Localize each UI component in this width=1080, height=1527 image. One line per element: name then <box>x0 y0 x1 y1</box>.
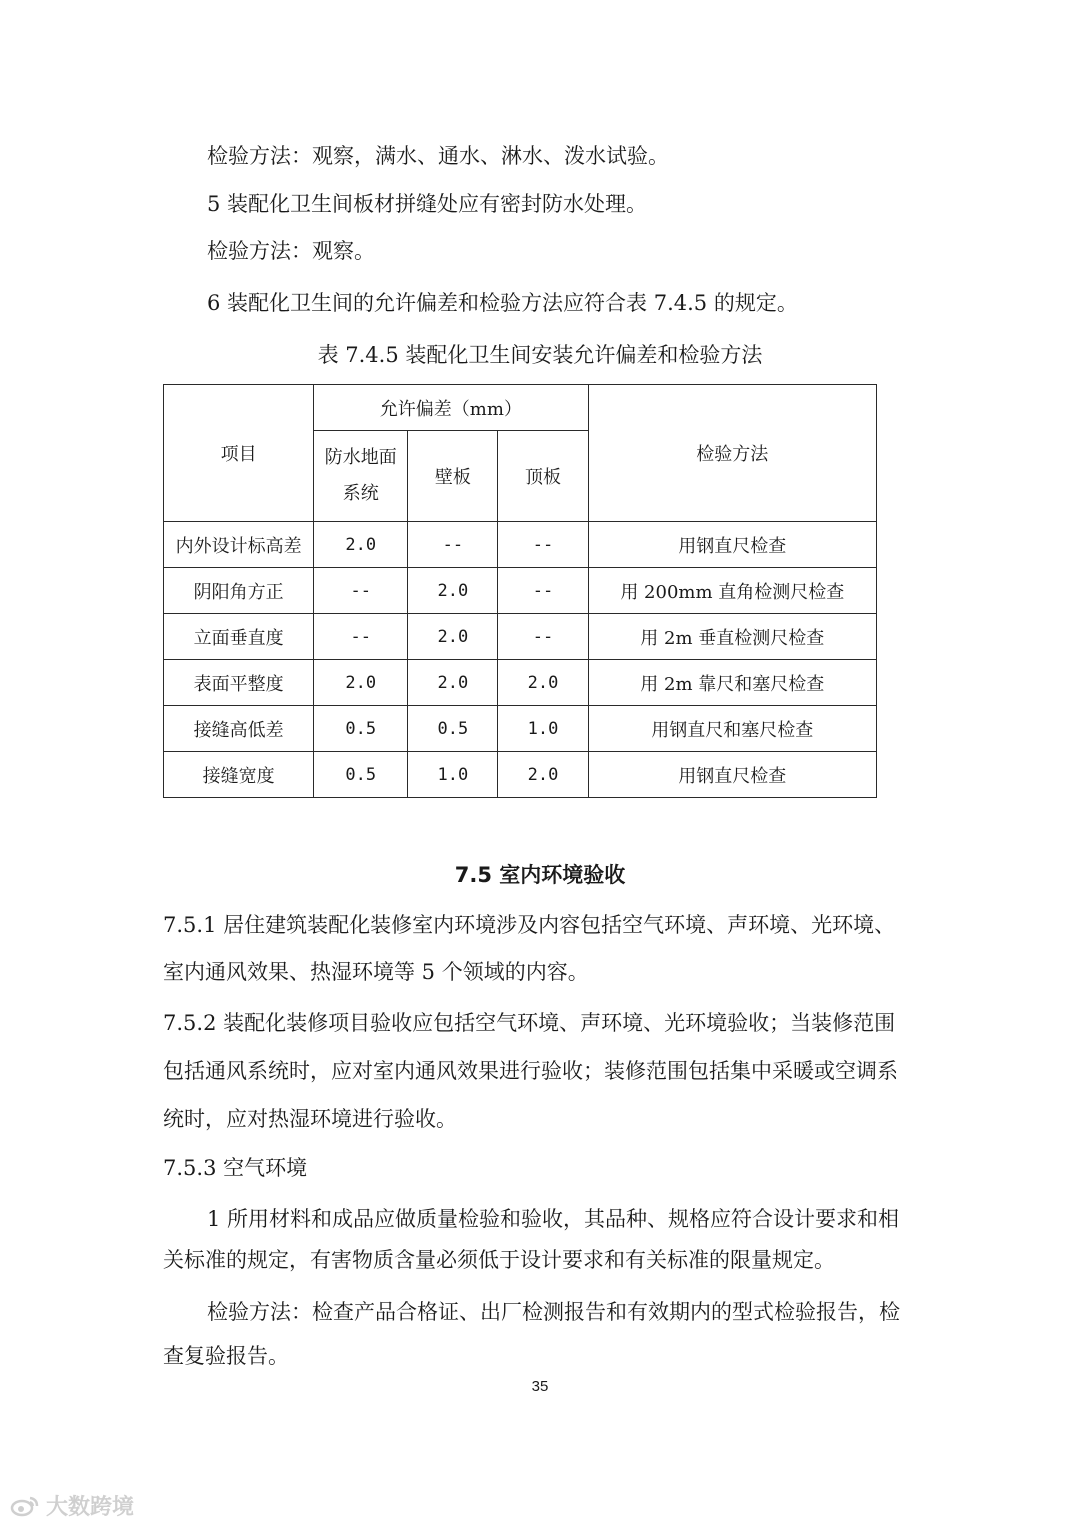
table-row <box>164 706 877 752</box>
row-floor: -- <box>314 568 408 614</box>
row-floor: -- <box>314 614 408 660</box>
watermark <box>10 1490 134 1521</box>
table-row <box>164 522 877 568</box>
paragraph-line: 检验方法：观察。 <box>207 239 375 263</box>
row-wall: 0.5 <box>408 706 498 752</box>
row-floor: 2.0 <box>314 660 408 706</box>
header-item: 项目 <box>164 385 314 522</box>
row-method: 用 2m 垂直检测尺检查 <box>588 614 876 660</box>
row-item: 内外设计标高差 <box>164 522 314 568</box>
table-caption: 表 7.4.5 装配化卫生间安装允许偏差和检验方法 <box>317 343 763 367</box>
row-method: 用 2m 靠尺和塞尺检查 <box>588 660 876 706</box>
table-row <box>164 614 877 660</box>
paragraph-line: 7.5.3 空气环境 <box>163 1156 308 1180</box>
paragraph-line: 关标准的规定，有害物质含量必须低于设计要求和有关标准的限量规定。 <box>163 1248 835 1272</box>
section-heading: 7.5 室内环境验收 <box>454 863 626 887</box>
row-wall: 1.0 <box>408 752 498 798</box>
row-method: 用 200mm 直角检测尺检查 <box>588 568 876 614</box>
paragraph-line: 7.5.2 装配化装修项目验收应包括空气环境、声环境、光环境验收；当装修范围 <box>163 1011 896 1035</box>
row-item: 接缝宽度 <box>164 752 314 798</box>
header-floor-line1: 防水地面 <box>324 447 397 468</box>
row-ceiling: -- <box>498 522 588 568</box>
row-ceiling: 2.0 <box>498 752 588 798</box>
row-item: 表面平整度 <box>164 660 314 706</box>
row-wall: -- <box>408 522 498 568</box>
row-ceiling: 2.0 <box>498 660 588 706</box>
row-floor: 0.5 <box>314 752 408 798</box>
paragraph-line: 6 装配化卫生间的允许偏差和检验方法应符合表 7.4.5 的规定。 <box>207 291 798 315</box>
row-ceiling: 1.0 <box>498 706 588 752</box>
paragraph-line: 检验方法：检查产品合格证、出厂检测报告和有效期内的型式检验报告，检 <box>207 1300 900 1324</box>
paragraph-line: 包括通风系统时，应对室内通风效果进行验收；装修范围包括集中采暖或空调系 <box>163 1059 898 1083</box>
paragraph-line: 室内通风效果、热湿环境等 5 个领域的内容。 <box>163 960 589 984</box>
tolerance-table <box>163 384 877 798</box>
header-floor-line2: 系统 <box>342 483 379 504</box>
row-item: 接缝高低差 <box>164 706 314 752</box>
row-floor: 0.5 <box>314 706 408 752</box>
paragraph-line: 统时，应对热湿环境进行验收。 <box>163 1107 457 1131</box>
header-wall: 壁板 <box>408 431 498 522</box>
header-ceiling: 顶板 <box>498 431 588 522</box>
paragraph-line: 查复验报告。 <box>163 1344 289 1368</box>
paragraph-line: 7.5.1 居住建筑装配化装修室内环境涉及内容包括空气环境、声环境、光环境、 <box>163 913 896 937</box>
header-floor <box>314 431 408 522</box>
header-method: 检验方法 <box>588 385 876 522</box>
row-method: 用钢直尺检查 <box>588 752 876 798</box>
page-number: 35 <box>531 1378 549 1395</box>
table-row <box>164 568 877 614</box>
row-item: 阴阳角方正 <box>164 568 314 614</box>
header-tolerance-group: 允许偏差（mm） <box>314 385 588 431</box>
paragraph-line: 5 装配化卫生间板材拼缝处应有密封防水处理。 <box>207 192 648 216</box>
table-row <box>164 752 877 798</box>
row-wall: 2.0 <box>408 568 498 614</box>
paragraph-line: 检验方法：观察，满水、通水、淋水、泼水试验。 <box>207 144 669 168</box>
row-ceiling: -- <box>498 614 588 660</box>
row-item: 立面垂直度 <box>164 614 314 660</box>
row-floor: 2.0 <box>314 522 408 568</box>
watermark-text: 大数跨境 <box>46 1495 135 1520</box>
row-ceiling: -- <box>498 568 588 614</box>
table-row <box>164 660 877 706</box>
weibo-logo-icon <box>10 1495 40 1517</box>
paragraph-line: 1 所用材料和成品应做质量检验和验收，其品种、规格应符合设计要求和相 <box>207 1207 900 1231</box>
row-method: 用钢直尺和塞尺检查 <box>588 706 876 752</box>
row-method: 用钢直尺检查 <box>588 522 876 568</box>
row-wall: 2.0 <box>408 660 498 706</box>
row-wall: 2.0 <box>408 614 498 660</box>
